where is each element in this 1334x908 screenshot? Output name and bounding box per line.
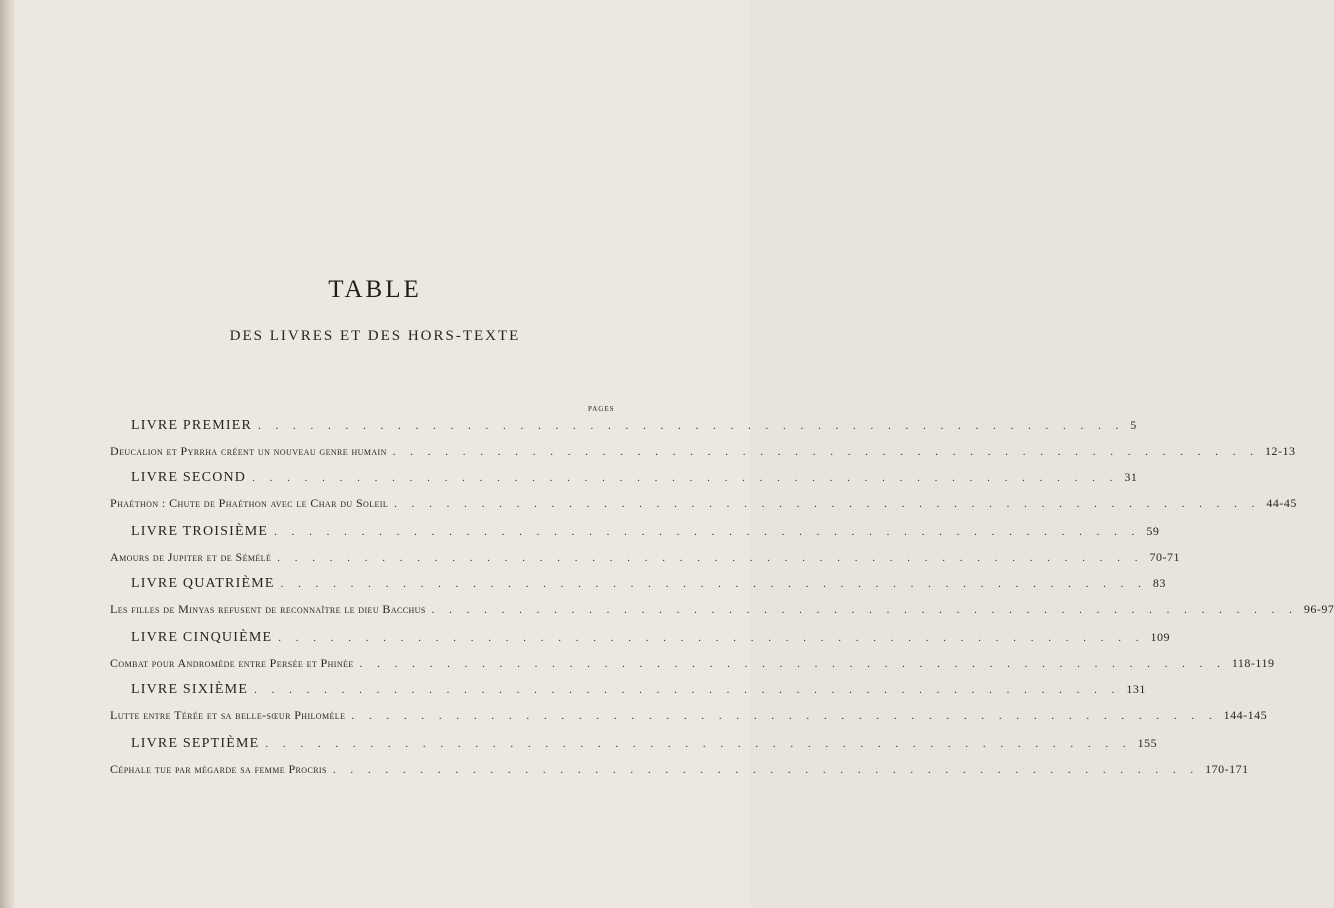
plate-caption-page: 170-171 — [1205, 762, 1249, 776]
page-edge — [0, 0, 14, 908]
plate-caption-page: 12-13 — [1265, 444, 1296, 458]
book-heading — [110, 470, 1138, 496]
book-heading-page: 109 — [1150, 630, 1171, 644]
book-heading-page: 131 — [1126, 682, 1146, 696]
book-heading-title: LIVRE QUATRIÈME — [131, 576, 275, 591]
toc-entry — [110, 524, 1180, 576]
book-heading — [110, 576, 1166, 602]
toc-entry — [110, 418, 1296, 470]
book-heading-page: 59 — [1146, 524, 1160, 538]
plate-caption-title: Combat pour Andromède entre Persée et Phinée — [110, 656, 354, 670]
book-heading-title: LIVRE TROISIÈME — [131, 524, 269, 539]
plate-caption-title: Les filles de Minyas refusent de reconnaître le dieu Bacchus — [110, 602, 426, 616]
plate-caption — [110, 496, 1297, 522]
book-heading-page: 155 — [1137, 736, 1158, 750]
plate-caption-page: 96-97 — [1303, 602, 1334, 616]
dot-leader: . . . . . . . . . . . . . . . . . . . . . . . . . . . . . . . . . . . . . . . . . . . . . . . . . . — [252, 472, 1119, 484]
dot-leader: . . . . . . . . . . . . . . . . . . . . . . . . . . . . . . . . . . . . . . . . . . . . . . . . . . — [431, 604, 1298, 616]
book-heading-title: LIVRE SEPTIÈME — [131, 736, 260, 751]
book-heading-title: LIVRE SIXIÈME — [131, 682, 249, 697]
table-of-contents — [110, 418, 1334, 788]
pages-column-label: PAGES — [588, 405, 615, 413]
plate-caption-page: 144-145 — [1223, 708, 1268, 722]
book-heading-title: LIVRE PREMIER — [131, 418, 252, 433]
dot-leader: . . . . . . . . . . . . . . . . . . . . . . . . . . . . . . . . . . . . . . . . . . . . . . . . . . — [280, 578, 1147, 590]
plate-caption-title: Phaéthon : Chute de Phaéthon avec le Char du Soleil — [110, 496, 389, 510]
toc-entry — [110, 736, 1249, 788]
dot-leader: . . . . . . . . . . . . . . . . . . . . . . . . . . . . . . . . . . . . . . . . . . . . . . . . . . — [332, 764, 1200, 776]
book-heading — [110, 736, 1158, 762]
plate-caption — [110, 708, 1268, 734]
plate-caption — [110, 656, 1275, 682]
toc-entry — [110, 682, 1268, 736]
book-heading — [110, 630, 1171, 656]
plate-caption-page: 70-71 — [1149, 550, 1180, 564]
book-heading-page: 83 — [1152, 576, 1166, 590]
page-title: TABLE — [328, 276, 422, 303]
book-heading-title: LIVRE SECOND — [131, 470, 247, 485]
plate-caption-title: Lutte entre Térée et sa belle-sœur Philomèle — [110, 708, 346, 722]
book-heading-page: 5 — [1130, 418, 1137, 432]
dot-leader: . . . . . . . . . . . . . . . . . . . . . . . . . . . . . . . . . . . . . . . . . . . . . . . . . . — [265, 738, 1132, 750]
book-heading — [110, 524, 1160, 550]
plate-caption-page: 118-119 — [1231, 656, 1275, 670]
plate-caption — [110, 444, 1296, 470]
book-heading-page: 31 — [1124, 470, 1138, 484]
book-heading — [110, 682, 1146, 708]
toc-entry — [110, 576, 1334, 630]
toc-entry — [110, 470, 1297, 524]
dot-leader: . . . . . . . . . . . . . . . . . . . . . . . . . . . . . . . . . . . . . . . . . . . . . . . . . . — [392, 446, 1260, 458]
plate-caption-title: Amours de Jupiter et de Sémélé — [110, 550, 272, 564]
plate-caption-title: Deucalion et Pyrrha créent un nouveau genre humain — [110, 444, 387, 458]
dot-leader: . . . . . . . . . . . . . . . . . . . . . . . . . . . . . . . . . . . . . . . . . . . . . . . . . . — [277, 552, 1144, 564]
page-subtitle: DES LIVRES ET DES HORS-TEXTE — [229, 328, 521, 344]
dot-leader: . . . . . . . . . . . . . . . . . . . . . . . . . . . . . . . . . . . . . . . . . . . . . . . . . . — [254, 684, 1121, 696]
plate-caption-title: Céphale tue par mégarde sa femme Procris — [110, 762, 327, 776]
book-heading — [110, 418, 1137, 444]
plate-caption-page: 44-45 — [1266, 496, 1297, 510]
dot-leader: . . . . . . . . . . . . . . . . . . . . . . . . . . . . . . . . . . . . . . . . . . . . . . . . . . — [394, 498, 1261, 510]
dot-leader: . . . . . . . . . . . . . . . . . . . . . . . . . . . . . . . . . . . . . . . . . . . . . . . . . . — [258, 420, 1125, 432]
dot-leader: . . . . . . . . . . . . . . . . . . . . . . . . . . . . . . . . . . . . . . . . . . . . . . . . . . — [359, 658, 1226, 670]
plate-caption — [110, 602, 1334, 628]
dot-leader: . . . . . . . . . . . . . . . . . . . . . . . . . . . . . . . . . . . . . . . . . . . . . . . . . . — [278, 632, 1145, 644]
plate-caption — [110, 550, 1180, 576]
book-heading-title: LIVRE CINQUIÈME — [131, 630, 273, 645]
plate-caption — [110, 762, 1249, 788]
dot-leader: . . . . . . . . . . . . . . . . . . . . . . . . . . . . . . . . . . . . . . . . . . . . . . . . . . — [351, 710, 1218, 722]
dot-leader: . . . . . . . . . . . . . . . . . . . . . . . . . . . . . . . . . . . . . . . . . . . . . . . . . . — [274, 526, 1141, 538]
toc-entry — [110, 630, 1275, 682]
